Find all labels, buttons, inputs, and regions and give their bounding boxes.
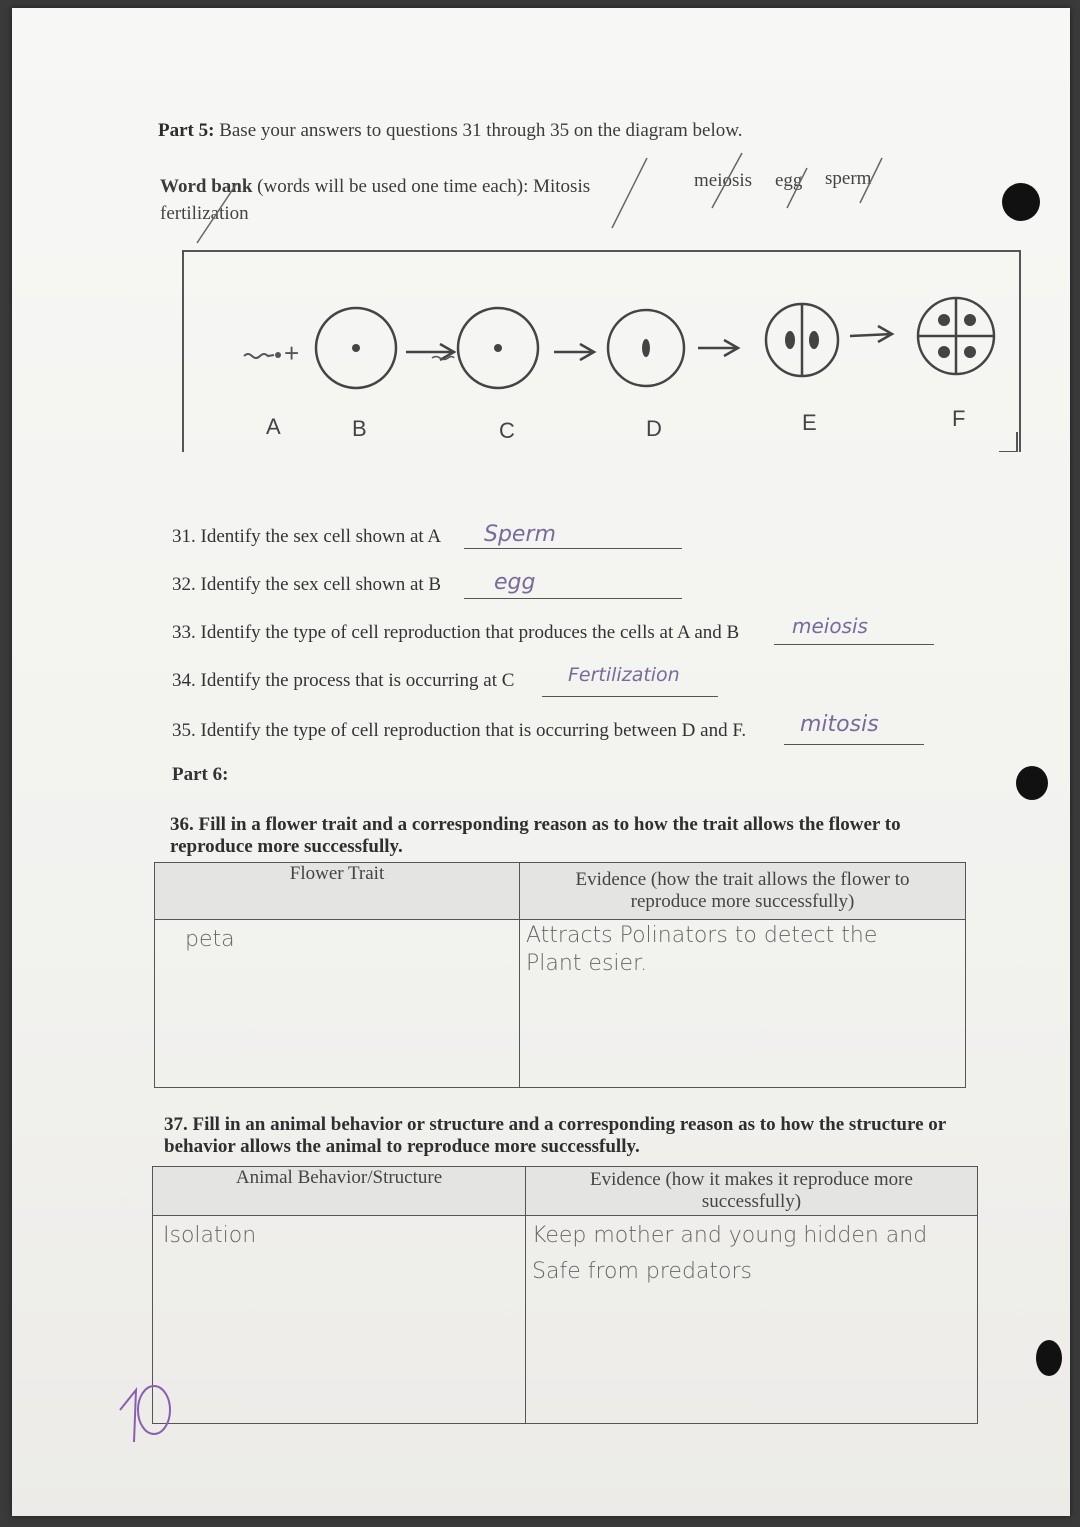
part5-label: Part 5: <box>158 120 215 141</box>
punch-hole-bottom <box>1036 1340 1062 1376</box>
fertilization-diagram <box>182 250 1021 452</box>
flower-trait-table <box>154 862 966 1088</box>
answer-33: meiosis <box>792 614 868 638</box>
question-37: 37. Fill in an animal behavior or structure and a corresponding reason as to how the structure or behavior allows the animal to reproduce more successfully. <box>164 1114 946 1157</box>
question-33: 33. Identify the type of cell reproduction that produces the cells at A and B <box>172 622 740 643</box>
animal-behavior-table <box>152 1166 978 1424</box>
answer-line-32 <box>464 598 682 599</box>
question-35: 35. Identify the type of cell reproduction that is occurring between D and F. <box>172 720 747 741</box>
flower-evidence-header: Evidence (how the trait allows the flower to reproduce more successfully) <box>520 863 966 920</box>
flower-trait-answer-cell[interactable] <box>155 920 520 1088</box>
answer-35: mitosis <box>800 712 879 737</box>
diagram-label-f: F <box>952 406 966 431</box>
answer-31: Sperm <box>484 522 556 547</box>
word-bank-label: Word bank <box>160 176 253 197</box>
diagram-label-b: B <box>352 416 367 441</box>
diagram-label-d: D <box>646 416 662 441</box>
animal-behavior-header: Animal Behavior/Structure <box>153 1167 526 1216</box>
diagram-label-c: C <box>499 418 515 443</box>
animal-evidence-answer-cell[interactable] <box>526 1216 978 1424</box>
answer-34: Fertilization <box>568 664 680 686</box>
flower-trait-header: Flower Trait <box>155 863 520 920</box>
question-31: 31. Identify the sex cell shown at A <box>172 526 442 547</box>
part6-heading: Part 6: <box>172 764 229 785</box>
answer-line-33 <box>774 644 934 645</box>
answer-line-34 <box>542 696 718 697</box>
answer-line-35 <box>784 744 924 745</box>
answer-line-31 <box>464 548 682 549</box>
worksheet-page <box>12 8 1070 1516</box>
flower-trait-answer: peta <box>185 927 235 952</box>
diagram-drawing <box>184 252 1019 452</box>
word-bank-crossouts <box>182 128 942 248</box>
flower-evidence-answer-cell[interactable] <box>520 920 966 1088</box>
word-bank-instruction: (words will be used one time each): Mitosis <box>257 176 591 197</box>
diagram-label-a: A <box>266 414 281 439</box>
score-mark <box>112 1380 184 1446</box>
score-value <box>112 1380 113 1381</box>
svg-text:+: + <box>284 338 300 368</box>
question-36: 36. Fill in a flower trait and a corresponding reason as to how the trait allows the flower to reproduce more successfully. <box>170 814 901 857</box>
animal-behavior-answer: Isolation <box>163 1223 257 1248</box>
score-mark-drawing <box>112 1380 184 1446</box>
question-32: 32. Identify the sex cell shown at B <box>172 574 442 595</box>
question-34: 34. Identify the process that is occurring at C <box>172 670 515 691</box>
punch-hole-top <box>1002 183 1040 221</box>
word-bank-sperm: sperm <box>825 168 872 189</box>
part5-instruction: Base your answers to questions 31 through 35 on the diagram below. <box>219 120 743 141</box>
diagram-label-e: E <box>802 410 817 435</box>
answer-32: egg <box>494 570 536 595</box>
word-bank-meiosis: meiosis <box>694 170 753 191</box>
punch-hole-middle <box>1016 766 1048 800</box>
word-bank-egg: egg <box>775 170 803 191</box>
flower-evidence-answer: Attracts Polinators to detect the Plant esier. <box>526 923 878 976</box>
animal-behavior-answer-cell[interactable] <box>153 1216 526 1424</box>
animal-evidence-answer: Keep mother and young hidden and Safe from predators <box>532 1223 928 1284</box>
word-bank-fertilization: fertilization <box>160 203 249 224</box>
animal-evidence-header: Evidence (how it makes it reproduce more successfully) <box>526 1167 978 1216</box>
